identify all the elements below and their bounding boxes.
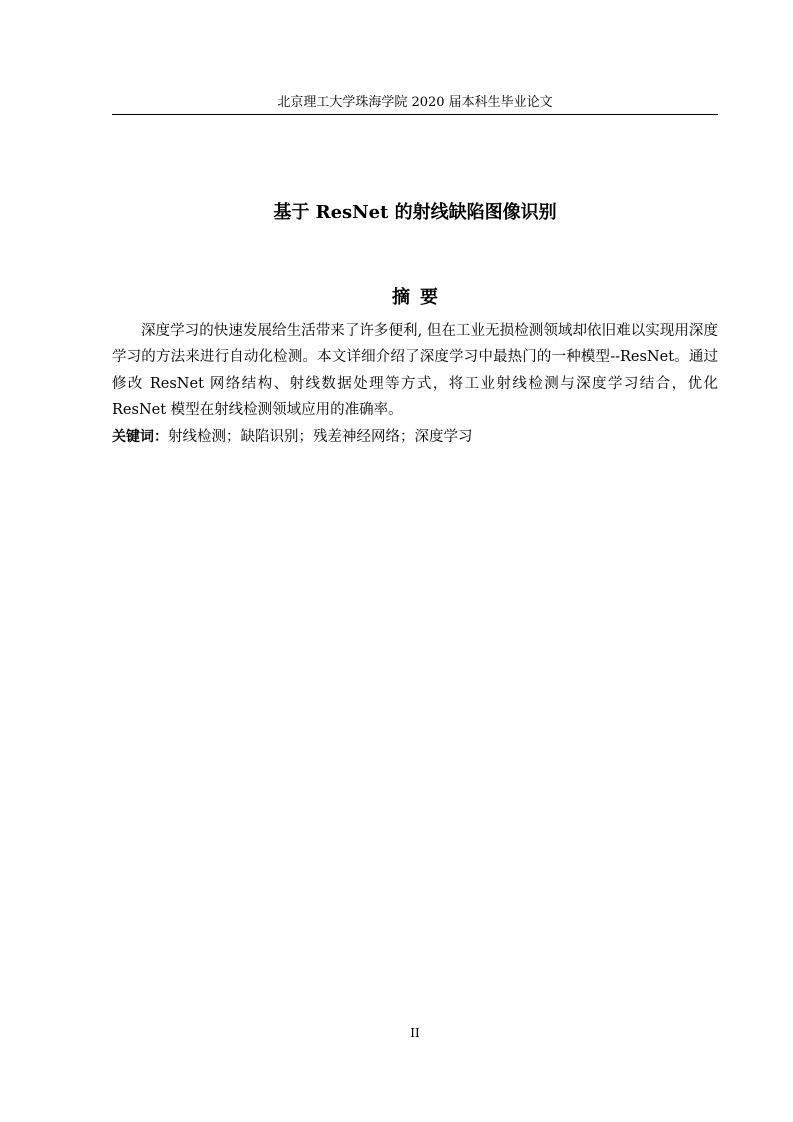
abstract-heading: 摘要 xyxy=(392,287,448,308)
page-number: II xyxy=(410,1026,420,1040)
thesis-title: 基于 ResNet 的射线缺陷图像识别 xyxy=(273,202,557,223)
header-rule xyxy=(112,114,718,115)
keywords-label: 关键词： xyxy=(112,429,168,445)
keywords-value: 射线检测；缺陷识别；残差神经网络；深度学习 xyxy=(168,429,473,445)
keywords-line xyxy=(112,424,718,450)
abstract-body: 深度学习的快速发展给生活带来了许多便利, 但在工业无损检测领域却依旧难以实现用深度学习的方法来进行自动化检测。本文详细介绍了深度学习中最热门的一种模型--ResNet。通过修改 ResNet 网络结构、射线数据处理等方式，将工业射线检测与深度学习结合，优化 ResNet 模型在射线检测领域应用的准确率。 xyxy=(112,323,718,418)
running-header: 北京理工大学珠海学院 2020 届本科生毕业论文 xyxy=(277,95,553,110)
